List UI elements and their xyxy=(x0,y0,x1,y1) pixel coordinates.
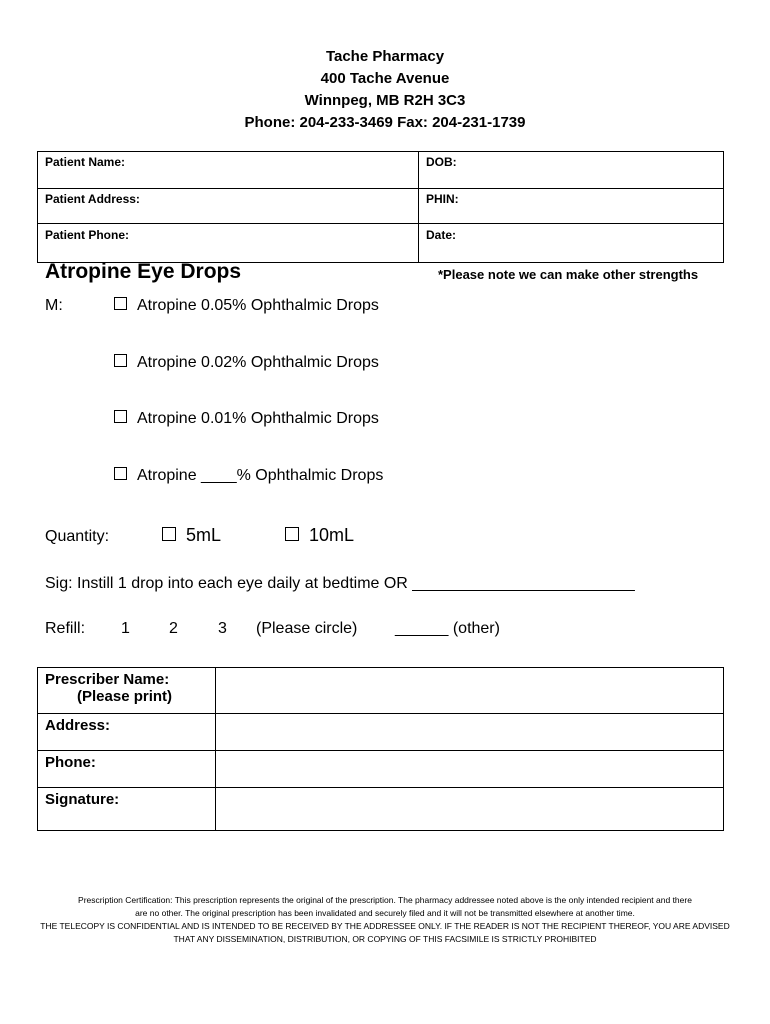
refill-instruction: (Please circle) xyxy=(256,620,358,637)
patient-phone-field[interactable]: Patient Phone: xyxy=(38,224,419,263)
prescriber-name-label: Prescriber Name: (Please print) xyxy=(38,668,216,714)
checkbox-icon[interactable] xyxy=(114,297,127,310)
option-001[interactable]: Atropine 0.01% Ophthalmic Drops xyxy=(114,410,379,428)
patient-address-field[interactable]: Patient Address: xyxy=(38,189,419,224)
pharmacy-address-line2: Winnpeg, MB R2H 3C3 xyxy=(304,92,466,109)
prescriber-signature-label: Signature: xyxy=(38,788,216,831)
prescriber-table xyxy=(37,667,724,831)
pharmacy-header xyxy=(0,46,770,134)
checkbox-icon[interactable] xyxy=(162,527,176,541)
checkbox-icon[interactable] xyxy=(114,354,127,367)
checkbox-icon[interactable] xyxy=(285,527,299,541)
quantity-label: Quantity: xyxy=(45,528,110,545)
prescriber-name-input[interactable] xyxy=(216,668,724,714)
patient-name-field[interactable]: Patient Name: xyxy=(38,152,419,189)
certification-footer xyxy=(40,894,730,946)
prescriber-address-label: Address: xyxy=(38,714,216,751)
quantity-10ml[interactable]: 10mL xyxy=(285,525,354,546)
pharmacy-contact: Phone: 204-233-3469 Fax: 204-231-1739 xyxy=(244,114,526,131)
prescriber-phone-input[interactable] xyxy=(216,751,724,788)
strength-note: *Please note we can make other strengths xyxy=(438,267,699,282)
footer-line: THE TELECOPY IS CONFIDENTIAL AND IS INTENDED TO BE RECEIVED BY THE ADDRESSEE ONLY. IF THE READER IS NOT THE RECIPIENT THEREOF, YOU ARE ADVISED xyxy=(40,921,730,931)
quantity-5ml[interactable]: 5mL xyxy=(162,525,221,546)
m-label: M: xyxy=(45,297,63,314)
footer-line: Prescription Certification: This prescription represents the original of the prescription. The pharmacy addressee noted above is the only intended recipient and there xyxy=(78,895,692,905)
option-002[interactable]: Atropine 0.02% Ophthalmic Drops xyxy=(114,354,379,372)
sig-line: Sig: Instill 1 drop into each eye daily at bedtime OR _________________________ xyxy=(45,575,635,592)
rx-title: Atropine Eye Drops xyxy=(45,260,242,283)
checkbox-icon[interactable] xyxy=(114,410,127,423)
prescriber-signature-input[interactable] xyxy=(216,788,724,831)
footer-line: are no other. The original prescription has been invalidated and securely filed and it will not be transmitted elsewhere at another time. xyxy=(135,908,635,918)
dob-field[interactable]: DOB: xyxy=(419,152,724,189)
refill-option-3[interactable]: 3 xyxy=(218,620,227,637)
patient-info-table xyxy=(37,151,724,263)
refill-label: Refill: xyxy=(45,620,86,637)
prescriber-phone-label: Phone: xyxy=(38,751,216,788)
checkbox-icon[interactable] xyxy=(114,467,127,480)
phin-field[interactable]: PHIN: xyxy=(419,189,724,224)
refill-option-2[interactable]: 2 xyxy=(169,620,178,637)
date-field[interactable]: Date: xyxy=(419,224,724,263)
option-005[interactable]: Atropine 0.05% Ophthalmic Drops xyxy=(114,297,379,315)
footer-line: THAT ANY DISSEMINATION, DISTRIBUTION, OR COPYING OF THIS FACSIMILE IS STRICTLY PROHIBITED xyxy=(173,934,597,944)
refill-other[interactable]: ______ (other) xyxy=(395,620,500,637)
prescriber-address-input[interactable] xyxy=(216,714,724,751)
option-custom[interactable]: Atropine ____% Ophthalmic Drops xyxy=(114,467,383,485)
refill-option-1[interactable]: 1 xyxy=(121,620,130,637)
pharmacy-name: Tache Pharmacy xyxy=(325,48,445,65)
pharmacy-address-line1: 400 Tache Avenue xyxy=(320,70,450,87)
